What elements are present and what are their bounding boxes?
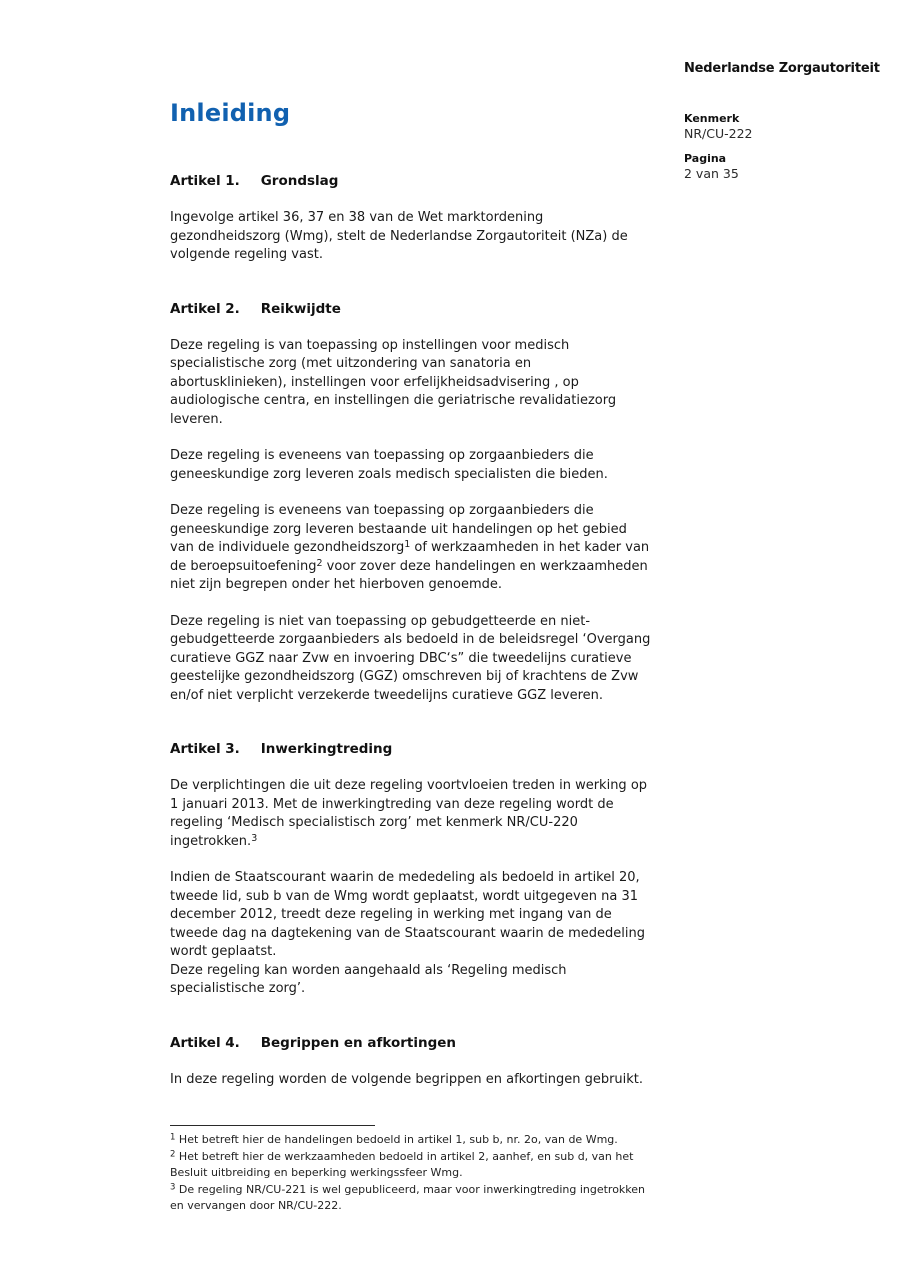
article-2-paragraph-1: Deze regeling is van toepassing op instellingen voor medisch specialistische zorg (met uitzondering van sanatoria en abortusklinieken), instellingen voor erfelijkheidsadvisering , op audiologische centra, en instellingen die geriatrische revalidatiezorg leveren. (170, 337, 617, 427)
footnotes (170, 1132, 735, 1215)
page-title: Inleiding (170, 99, 291, 127)
article-2-paragraph-3-text: of werkzaamheden in het kader van de beroepsuitoefening (170, 540, 650, 574)
article-2-paragraph-3-text: Deze regeling is eveneens van toepassing op zorgaanbieders die geneeskundige zorg leveren bestaande uit handelingen op het gebied van de individuele gezondheidszorg (170, 503, 627, 555)
article-2-paragraph-3 (170, 502, 735, 595)
footnote-2-text: Het betreft hier de werkzaamheden bedoeld in artikel 2, aanhef, en sub d, van het Besluit uitbreiding en beperking werkingssfeer Wmg. (170, 1149, 634, 1179)
footnote-1-text: Het betreft hier de handelingen bedoeld in artikel 1, sub b, nr. 2o, van de Wmg. (175, 1133, 618, 1146)
footnote-separator (170, 1125, 375, 1126)
footnote-1 (170, 1132, 735, 1149)
article-4-title: Begrippen en afkortingen (260, 1034, 457, 1051)
article-3-number: Artikel 3. (170, 741, 240, 757)
pagina-label: Pagina (684, 152, 727, 165)
article-4-number: Artikel 4. (170, 1034, 240, 1051)
article-2-heading (170, 301, 735, 318)
kenmerk-label: Kenmerk (684, 112, 740, 125)
article-3-paragraph-1-text: De verplichtingen die uit deze regeling voortvloeien treden in werking op 1 januari 2013. Met de inwerkingtreding van deze regeling wordt de regeling ‘Medisch specialistisch zorg’ met kenmerk NR/CU-220 ingetrokken. (170, 778, 648, 849)
organization-name: Nederlandse Zorgautoriteit (684, 61, 880, 76)
footnote-3-marker: 3 (170, 1182, 176, 1192)
article-2-title: Reikwijdte (260, 300, 341, 317)
article-4-heading (170, 1035, 735, 1052)
article-1-paragraph: Ingevolge artikel 36, 37 en 38 van de Wet marktordening gezondheidszorg (Wmg), stelt de Nederlandse Zorgautoriteit (NZa) de volgende regeling vast. (170, 210, 628, 262)
article-2-paragraph-3-text: voor zover deze handelingen en werkzaamheden niet zijn begrepen onder het hierboven genoemde. (170, 558, 648, 592)
article-2-paragraph-2: Deze regeling is eveneens van toepassing op zorgaanbieders die geneeskundige zorg leveren zoals medisch specialisten die bieden. (170, 448, 608, 482)
footnote-ref-1: 1 (404, 539, 411, 550)
article-3-paragraph-1 (170, 777, 735, 851)
article-2-paragraph-4: Deze regeling is niet van toepassing op gebudgetteerde en niet- gebudgetteerde zorgaanbieders als bedoeld in de beleidsregel ‘Overgang curatieve GGZ naar Zvw en invoering DBC‘s” die tweedelijns curatieve geestelijke gezondheidszorg (GGZ) omschreven bij of krachtens de Zvw en/of niet verplicht verzekerde tweedelijns curatieve GGZ leveren. (170, 613, 651, 703)
article-1-title: Grondslag (260, 173, 339, 189)
article-3-paragraph-2: Indien de Staatscourant waarin de mededeling als bedoeld in artikel 20, tweede lid, sub b van de Wmg wordt geplaatst, wordt uitgegeven na 31 december 2012, treedt deze regeling in werking met ingang van de tweede dag na dagtekening van de Staatscourant waarin de mededeling wordt geplaatst. Deze regeling kan worden aangehaald als ‘Regeling medisch specialistische zorg’. (170, 870, 645, 996)
article-1-heading (170, 173, 735, 190)
footnote-2 (170, 1149, 735, 1182)
article-1-number: Artikel 1. (170, 173, 240, 189)
article-3-heading (170, 741, 735, 758)
pagina-value: 2 van 35 (684, 166, 739, 181)
footnote-2-marker: 2 (170, 1149, 176, 1159)
article-2-number: Artikel 2. (170, 300, 240, 317)
kenmerk-value: NR/CU-222 (684, 126, 753, 141)
footnote-ref-2: 2 (316, 557, 323, 569)
footnote-ref-3: 3 (251, 832, 258, 844)
article-4-paragraph: In deze regeling worden de volgende begrippen en afkortingen gebruikt. (170, 1071, 644, 1087)
footnote-1-marker: 1 (170, 1132, 176, 1143)
footnote-3 (170, 1182, 735, 1215)
article-3-title: Inwerkingtreding (260, 741, 393, 757)
footnote-3-text: De regeling NR/CU-221 is wel gepubliceerd, maar voor inwerkingtreding ingetrokken en vervangen door NR/CU-222. (170, 1182, 646, 1212)
document-body (170, 98, 735, 1215)
